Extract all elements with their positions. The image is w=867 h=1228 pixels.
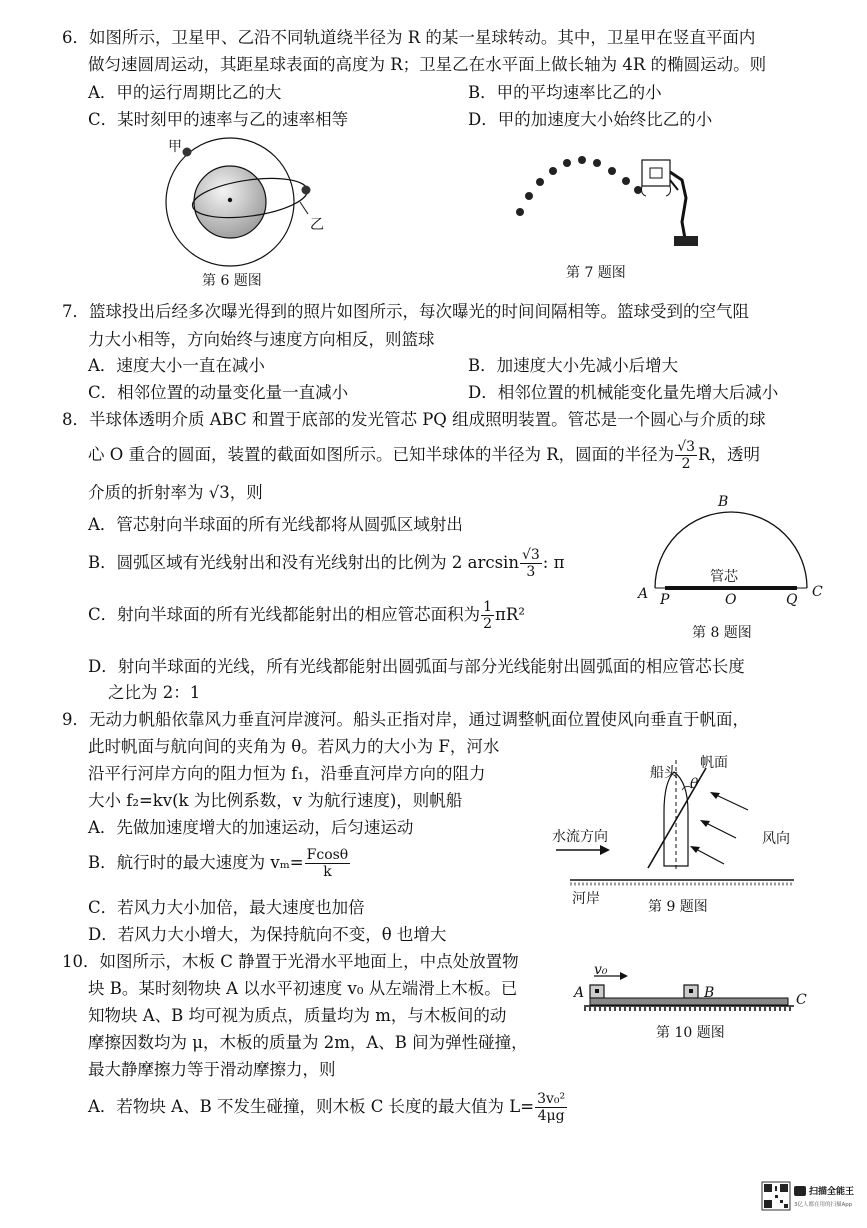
q9-option-c: C．若风力大小加倍，最大速度也加倍 bbox=[88, 898, 365, 917]
q8-label-c: C bbox=[812, 584, 823, 600]
scanner-watermark bbox=[762, 1180, 858, 1216]
q7-caption: 第 7 题图 bbox=[566, 265, 626, 281]
q10-label-c: C bbox=[796, 992, 807, 1008]
q9-option-b-frac-den: k bbox=[323, 863, 332, 880]
q8-option-b-tail: : π bbox=[542, 553, 565, 572]
q8-option-b-frac-den: 3 bbox=[526, 563, 536, 580]
q8-option-b-frac-num: √3 bbox=[521, 546, 540, 563]
q8-option-c-fraction bbox=[481, 600, 494, 631]
q10-label-a: A bbox=[574, 985, 585, 1001]
q10-option-a bbox=[88, 1086, 568, 1128]
q6-option-a: A．甲的运行周期比乙的大 bbox=[88, 83, 282, 102]
q8-label-p: P bbox=[660, 592, 670, 608]
q10-figure bbox=[580, 968, 800, 1018]
q6-label-yi: 乙 bbox=[310, 217, 324, 233]
q8-option-d-line2: 之比为 2：1 bbox=[108, 683, 201, 702]
q8-option-a: A．管芯射向半球面的所有光线都将从圆弧区域射出 bbox=[88, 515, 463, 534]
q9-option-b bbox=[88, 843, 351, 883]
q8-stem-frac-den: 2 bbox=[681, 455, 691, 472]
q6-option-c: C．某时刻甲的速率与乙的速率相等 bbox=[88, 110, 349, 129]
scanner-brand: 扫描全能王 bbox=[809, 1187, 855, 1197]
qr-code-icon bbox=[762, 1182, 790, 1210]
scanner-logo-icon bbox=[794, 1186, 806, 1196]
q9-option-b-text: B．航行时的最大速度为 vₘ= bbox=[88, 853, 304, 872]
q9-label-water: 水流方向 bbox=[552, 829, 608, 845]
q8-label-a: A bbox=[638, 586, 649, 602]
q10-label-v0: v₀ bbox=[594, 962, 608, 978]
q8-label-o: O bbox=[725, 592, 737, 608]
q9-option-d: D．若风力大小增大，为保持航向不变，θ 也增大 bbox=[88, 925, 447, 944]
q10-stem-line2: 块 B。某时刻物块 A 以水平初速度 v₀ 从左端滑上木板。已 bbox=[88, 979, 518, 998]
q8-stem-line2 bbox=[88, 438, 760, 472]
q8-option-c bbox=[88, 598, 525, 632]
q8-option-b-text: B．圆弧区域有光线射出和没有光线射出的比例为 2 arcsin bbox=[88, 553, 519, 572]
q6-option-d: D．甲的加速度大小始终比乙的小 bbox=[468, 110, 713, 129]
q9-stem-line2: 此时帆面与航向间的夹角为 θ。若风力的大小为 F，河水 bbox=[88, 737, 500, 756]
q8-label-q: Q bbox=[786, 592, 798, 608]
q7-option-a: A．速度大小一直在减小 bbox=[88, 356, 265, 375]
q10-option-a-frac-num: 3v₀² bbox=[537, 1090, 566, 1107]
q8-stem-line2-tail: R，透明 bbox=[698, 445, 760, 464]
q6-caption: 第 6 题图 bbox=[202, 273, 262, 289]
q8-option-b bbox=[88, 546, 564, 580]
q10-label-b: B bbox=[704, 985, 715, 1001]
q8-option-b-fraction bbox=[520, 548, 542, 579]
q6-option-b: B．甲的平均速率比乙的小 bbox=[468, 83, 662, 102]
q7-figure bbox=[510, 150, 700, 250]
q10-option-a-frac-den: 4μg bbox=[537, 1107, 565, 1124]
q9-label-bank: 河岸 bbox=[572, 891, 600, 907]
q8-option-c-tail: πR² bbox=[495, 605, 525, 624]
q10-stem-line4: 摩擦因数均为 μ，木板的质量为 2m，A、B 间为弹性碰撞， bbox=[88, 1033, 528, 1052]
q10-option-a-fraction bbox=[535, 1092, 567, 1123]
q10-stem-line1: 10．如图所示，木板 C 静置于光滑水平地面上，中点处放置物 bbox=[62, 952, 519, 971]
q9-caption: 第 9 题图 bbox=[648, 899, 708, 915]
q8-stem-line3: 介质的折射率为 √3，则 bbox=[88, 483, 263, 502]
q7-option-b: B．加速度大小先减小后增大 bbox=[468, 356, 679, 375]
q8-stem-frac-num: √3 bbox=[677, 438, 696, 455]
q6-figure bbox=[160, 140, 330, 270]
q9-option-a: A．先做加速度增大的加速运动，后匀速运动 bbox=[88, 818, 414, 837]
q7-option-c: C．相邻位置的动量变化量一直减小 bbox=[88, 383, 349, 402]
q9-option-b-frac-num: Fcosθ bbox=[306, 846, 349, 863]
q9-figure bbox=[548, 760, 808, 890]
q9-stem-line3: 沿平行河岸方向的阻力恒为 f₁，沿垂直河岸方向的阻力 bbox=[88, 764, 486, 783]
q8-stem-fraction bbox=[675, 440, 697, 471]
q6-label-jia: 甲 bbox=[168, 139, 182, 155]
q10-caption: 第 10 题图 bbox=[656, 1025, 725, 1041]
q8-option-d-line1: D．射向半球面的光线，所有光线都能射出圆弧面与部分光线能射出圆弧面的相应管芯长度 bbox=[88, 657, 745, 676]
q8-stem-line1: 8．半球体透明介质 ABC 和置于底部的发光管芯 PQ 组成照明装置。管芯是一个圆心与介质的球 bbox=[62, 410, 766, 429]
scanner-subtitle: 3亿人都在用的扫描App bbox=[794, 1202, 853, 1208]
q9-option-b-fraction bbox=[305, 848, 351, 879]
q6-stem-line1: 6．如图所示，卫星甲、乙沿不同轨道绕半径为 R 的某一星球转动。其中，卫星甲在竖直平面内 bbox=[62, 28, 756, 47]
q8-label-core: 管芯 bbox=[710, 569, 738, 585]
q7-stem-line2: 力大小相等，方向始终与速度方向相反，则篮球 bbox=[88, 330, 435, 349]
q8-option-c-frac-den: 2 bbox=[483, 615, 493, 632]
q10-stem-line3: 知物块 A、B 均可视为质点，质量均为 m，与木板间的动 bbox=[88, 1006, 507, 1025]
q6-stem-line2: 做匀速圆周运动，其距星球表面的高度为 R；卫星乙在水平面上做长轴为 4R 的椭圆运动。则 bbox=[88, 55, 767, 74]
q9-label-bow: 船头 bbox=[650, 765, 678, 781]
q9-stem-line1: 9．无动力帆船依靠风力垂直河岸渡河。船头正指对岸，通过调整帆面位置使风向垂直于帆面， bbox=[62, 710, 749, 729]
q8-label-b: B bbox=[718, 494, 729, 510]
q10-stem-line5: 最大静摩擦力等于滑动摩擦力，则 bbox=[88, 1060, 336, 1079]
q8-stem-line2-text: 心 O 重合的圆面，装置的截面如图所示。已知半球体的半径为 R，圆面的半径为 bbox=[88, 445, 675, 464]
q8-option-c-frac-num: 1 bbox=[483, 598, 493, 615]
q9-label-sail: 帆面 bbox=[700, 755, 728, 771]
q8-caption: 第 8 题图 bbox=[692, 625, 752, 641]
q9-stem-line4: 大小 f₂=kv(k 为比例系数，v 为航行速度)，则帆船 bbox=[88, 791, 463, 810]
q9-label-wind: 风向 bbox=[762, 831, 790, 847]
q8-option-c-text: C．射向半球面的所有光线都能射出的相应管芯面积为 bbox=[88, 605, 481, 624]
q7-stem-line1: 7．篮球投出后经多次曝光得到的照片如图所示，每次曝光的时间间隔相等。篮球受到的空气阻 bbox=[62, 302, 749, 321]
q7-option-d: D．相邻位置的机械能变化量先增大后减小 bbox=[468, 383, 779, 402]
q9-label-theta: θ bbox=[690, 776, 699, 792]
q10-option-a-text: A．若物块 A、B 不发生碰撞，则木板 C 长度的最大值为 L= bbox=[88, 1097, 535, 1116]
